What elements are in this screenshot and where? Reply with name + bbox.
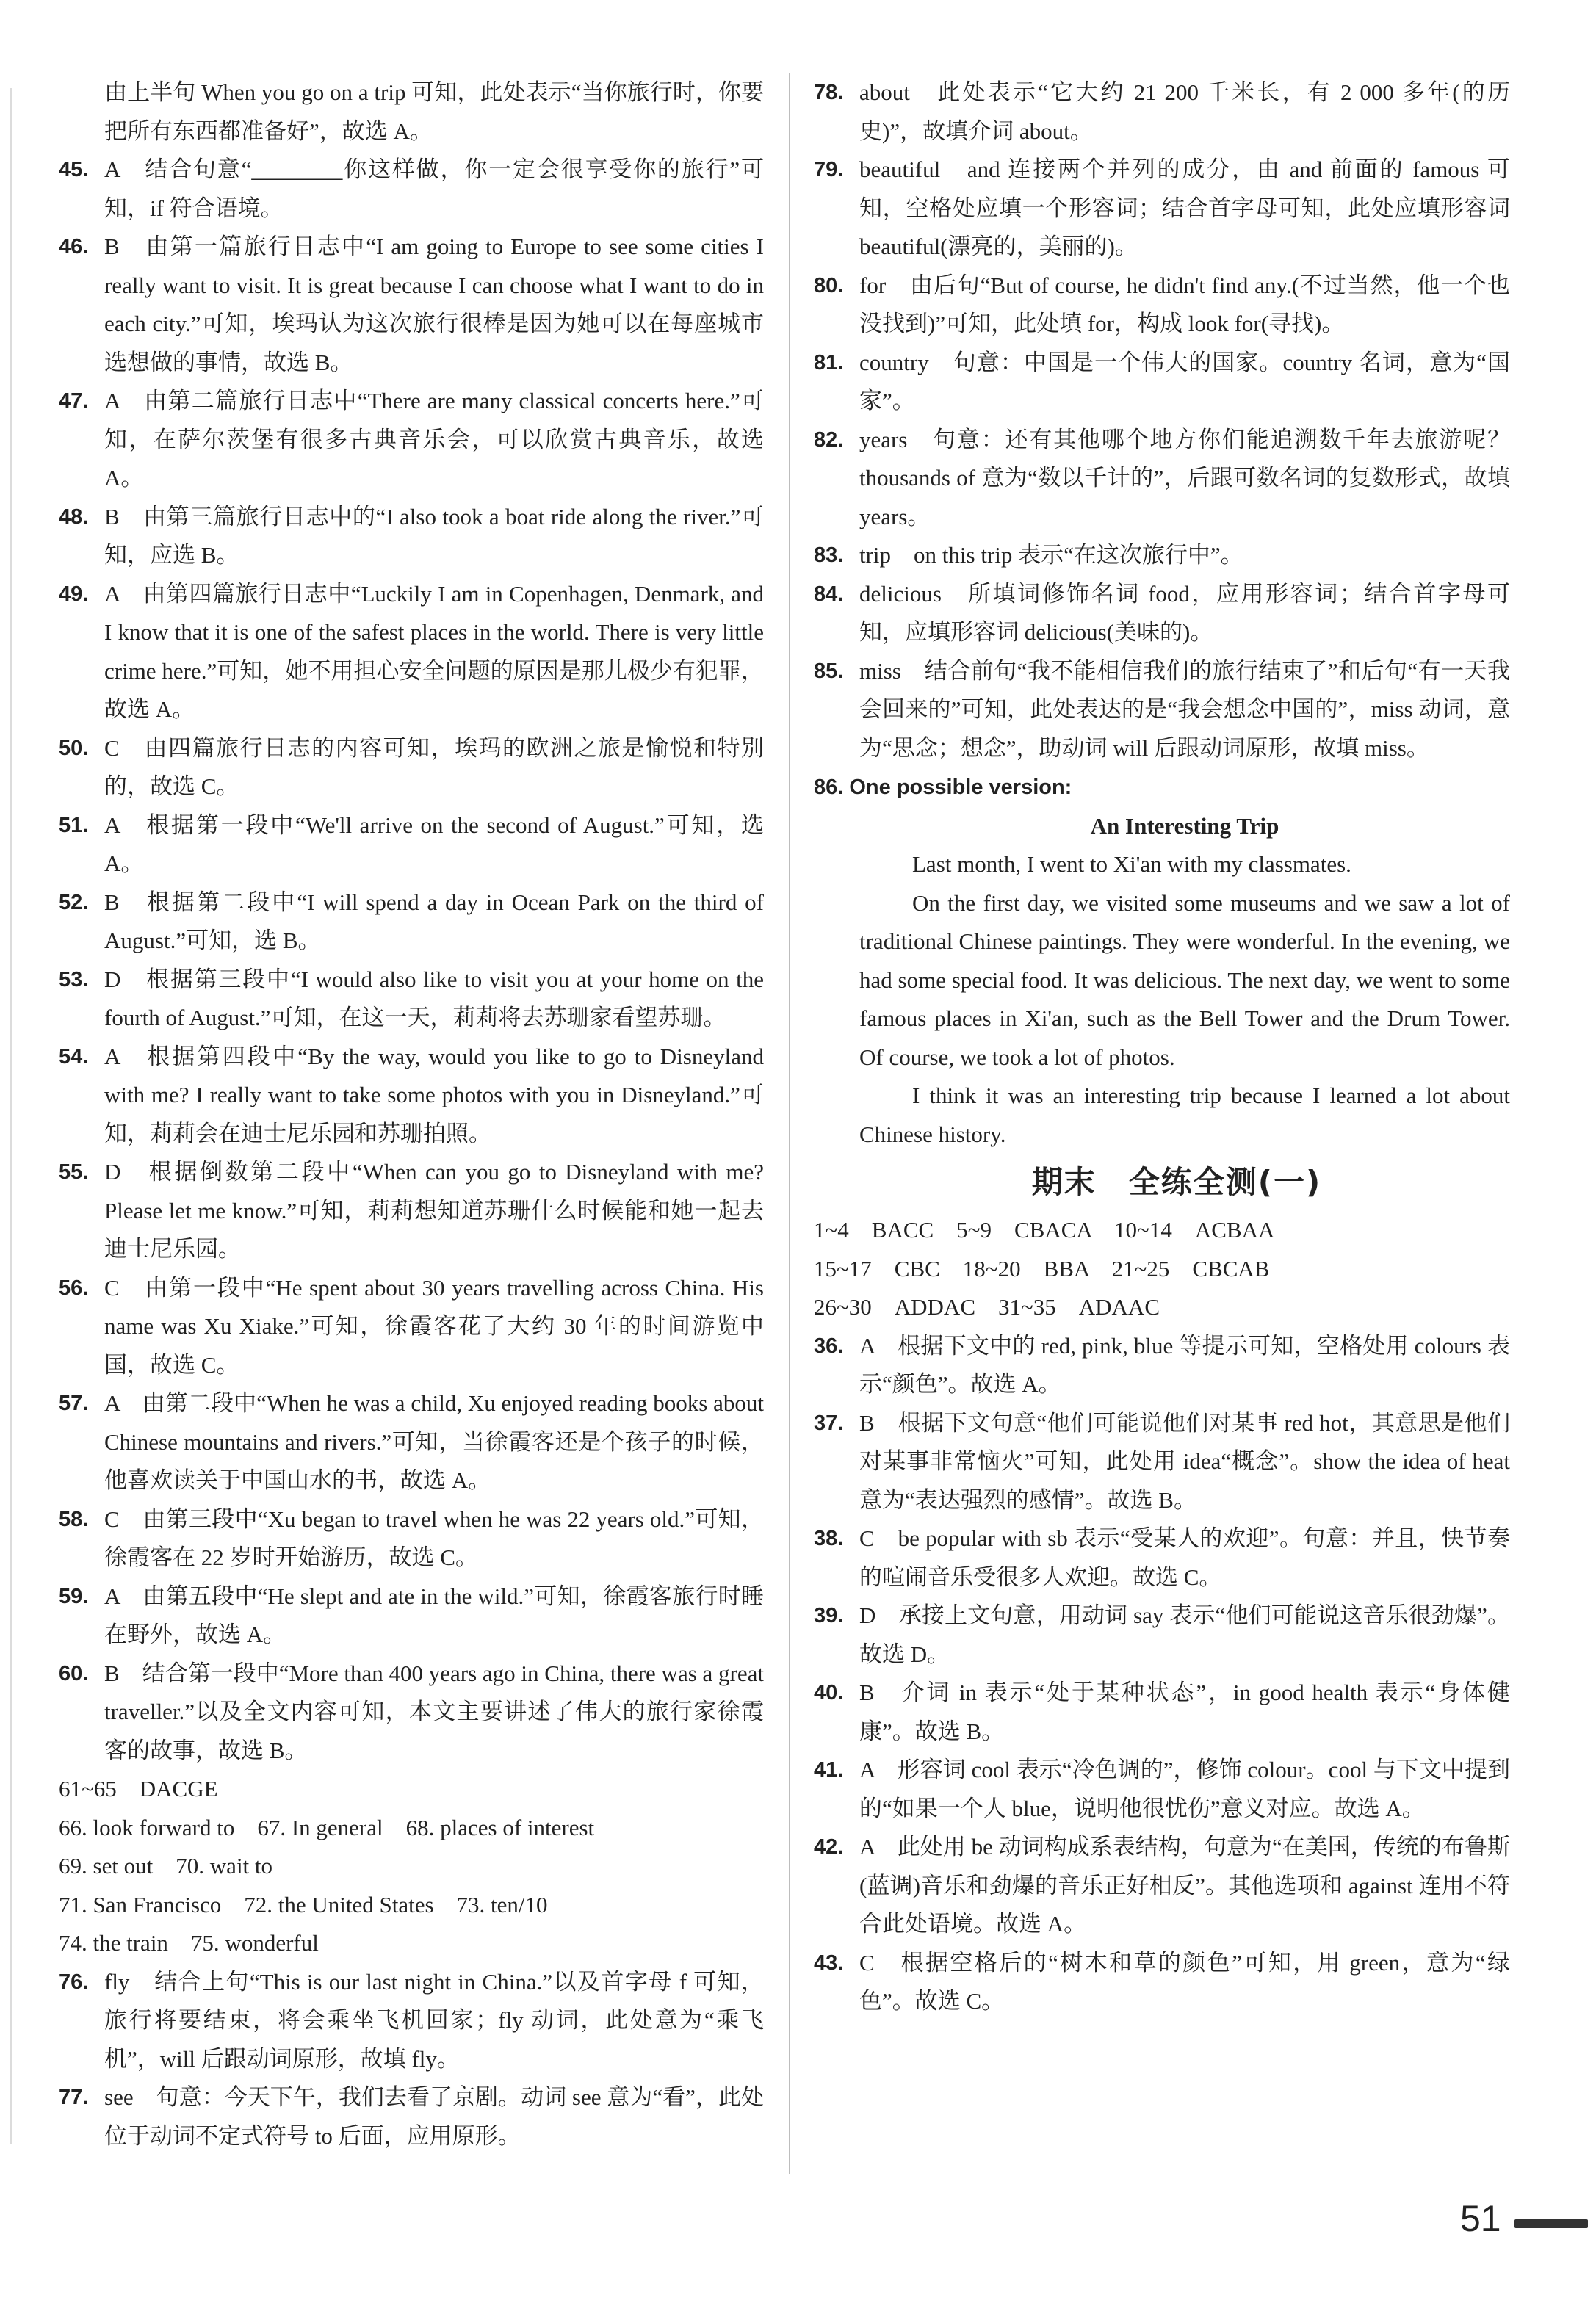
answer-line-66-68: 66. look forward to 67. In general 68. places of interest [59, 1814, 595, 1840]
entry-text: B 根据第二段中“I will spend a day in Ocean Park on the third of August.”可知，选 B。 [104, 889, 764, 953]
entry-text: A 根据下文中的 red, pink, blue 等提示可知，空格处用 colours 表示“颜色”。故选 A。 [859, 1332, 1510, 1397]
entry-text: B 根据下文句意“他们可能说他们对某事 red hot，其意思是他们对某事非常恼火”可知，此处用 idea“概念”。show the idea of heat 意为“表达强烈的感情”。故选 B。 [859, 1409, 1510, 1513]
answer-line-61-65: 61~65 DACGE [59, 1776, 218, 1801]
right-column [814, 73, 1510, 2021]
entry-number: 41. [814, 1758, 844, 1782]
entry-number: 50. [59, 736, 89, 760]
entry-text: A 根据第一段中“We'll arrive on the second of August.”可知，选 A。 [104, 812, 764, 876]
answer-entry-49 [59, 575, 764, 729]
page-number-bar [1514, 2219, 1588, 2228]
entry-text: A 根据第四段中“By the way, would you like to go to Disneyland with me? I really want to take some photos with you in Disneyland.”可知，莉莉会在迪士尼乐园和苏珊拍照。 [104, 1043, 764, 1146]
answer-entry-82 [814, 421, 1510, 537]
answer-entry-84 [814, 575, 1510, 652]
page-number: 51 [1460, 2198, 1501, 2239]
answer-entry-40 [814, 1674, 1510, 1751]
answer-entry-57 [59, 1384, 764, 1500]
answer-entry-53 [59, 961, 764, 1038]
entry-number: 79. [814, 158, 844, 181]
essay-label-text: 86. One possible version: [814, 776, 1072, 799]
entry-text: miss 结合前句“我不能相信我们的旅行结束了”和后句“有一天我会回来的”可知，此处表达的是“我会想念中国的”，miss 动词，意为“思念；想念”，助动词 will 后跟动词原形，故填 miss。 [859, 657, 1510, 761]
entry-text: about 此处表示“它大约 21 200 千米长，有 2 000 多年(的历史)”，故填介词 about。 [859, 79, 1510, 144]
entry-text: for 由后句“But of course, he didn't find any.(不过当然，他一个也没找到)”可知，此处填 for，构成 look for(寻找)。 [859, 272, 1510, 336]
answer-entry-44-continued [59, 73, 764, 151]
answer-entry-39 [814, 1597, 1510, 1674]
answer-key-line: 1~4 BACC 5~9 CBACA 10~14 ACBAA [814, 1217, 1275, 1243]
entry-text: C 由第一段中“He spent about 30 years travelling across China. His name was Xu Xiake.”可知，徐霞客花了大约 30 年的时间游览中国，故选 C。 [104, 1274, 764, 1378]
entry-text: D 承接上文句意，用动词 say 表示“他们可能说这音乐很劲爆”。故选 D。 [859, 1602, 1510, 1667]
answer-entry-77 [59, 2078, 764, 2155]
answer-entry-43 [814, 1944, 1510, 2021]
answer-entry-85 [814, 652, 1510, 768]
answer-line-74-75: 74. the train 75. wonderful [59, 1930, 319, 1956]
section-title: 期末 全练全测(一) [1031, 1164, 1322, 1200]
answer-entry-50 [59, 729, 764, 806]
entry-text: fly 结合上句“This is our last night in China.”以及首字母 f 可知，旅行将要结束，将会乘坐飞机回家；fly 动词，此处意为“乘飞机”，will 后跟动词原形，故填 fly。 [104, 1968, 764, 2072]
entry-text: trip on this trip 表示“在这次旅行中”。 [859, 542, 1243, 568]
entry-text: B 由第三篇旅行日志中的“I also took a boat ride along the river.”可知，应选 B。 [104, 503, 764, 568]
entry-number: 49. [59, 582, 89, 606]
answer-entry-54 [59, 1038, 764, 1154]
entry-number: 80. [814, 273, 844, 297]
answer-entry-79 [814, 151, 1510, 267]
essay-label [814, 767, 1510, 807]
entry-text: country 句意：中国是一个伟大的国家。country 名词，意为“国家”。 [859, 349, 1510, 413]
entry-number: 77. [59, 2086, 89, 2109]
entry-text: A 由第二段中“When he was a child, Xu enjoyed reading books about Chinese mountains and rivers.”可知，当徐霞客还是个孩子的时候，他喜欢读关于中国山水的书，故选 A。 [104, 1390, 764, 1493]
column-divider [789, 73, 790, 2174]
answer-entry-36 [814, 1327, 1510, 1404]
entry-number: 45. [59, 158, 89, 181]
entry-text: A 由第五段中“He slept and ate in the wild.”可知，徐霞客旅行时睡在野外，故选 A。 [104, 1583, 764, 1647]
answer-entry-45 [59, 151, 764, 228]
answer-line-69-70: 69. set out 70. wait to [59, 1853, 273, 1879]
entry-text: years 句意：还有其他哪个地方你们能追溯数千年去旅游呢？ thousands of 意为“数以千计的”，后跟可数名词的复数形式，故填 years。 [859, 426, 1510, 529]
answer-entry-83 [814, 536, 1510, 575]
answer-entry-42 [814, 1828, 1510, 1944]
entry-number: 56. [59, 1276, 89, 1300]
entry-number: 85. [814, 659, 844, 683]
entry-number: 53. [59, 967, 89, 991]
entry-text: A 形容词 cool 表示“冷色调的”，修饰 colour。cool 与下文中提到的“如果一个人 blue，说明他很忧伤”意义对应。故选 A。 [859, 1757, 1510, 1821]
entry-number: 60. [59, 1661, 89, 1685]
answer-entry-51 [59, 806, 764, 883]
answer-line-71-73: 71. San Francisco 72. the United States 73. ten/10 [59, 1891, 548, 1918]
entry-number: 78. [814, 81, 844, 104]
entry-number: 40. [814, 1681, 844, 1705]
entry-number: 46. [59, 235, 89, 259]
entry-number: 76. [59, 1970, 89, 1994]
answer-key-line: 15~17 CBC 18~20 BBA 21~25 CBCAB [814, 1255, 1270, 1282]
entry-text: C 由第三段中“Xu began to travel when he was 22 years old.”可知，徐霞客在 22 岁时开始游历，故选 C。 [104, 1506, 764, 1570]
answer-entry-47 [59, 382, 764, 498]
entry-number: 36. [814, 1334, 844, 1358]
answer-entry-58 [59, 1500, 764, 1577]
entry-number: 37. [814, 1411, 844, 1435]
entry-number: 38. [814, 1527, 844, 1550]
entry-number: 48. [59, 505, 89, 529]
answer-key-line: 26~30 ADDAC 31~35 ADAAC [814, 1294, 1160, 1320]
entry-number: 42. [814, 1835, 844, 1859]
entry-text: A 由第二篇旅行日志中“There are many classical concerts here.”可知，在萨尔茨堡有很多古典音乐会，可以欣赏古典音乐，故选 A。 [104, 388, 764, 491]
page-edge-line [10, 88, 12, 2144]
entry-text: C 根据空格后的“树木和草的颜色”可知，用 green，意为“绿色”。故选 C。 [859, 1949, 1510, 2014]
entry-text: B 介词 in 表示“处于某种状态”，in good health 表示“身体健康”。故选 B。 [859, 1680, 1510, 1744]
essay-title: An Interesting Trip [1090, 812, 1279, 839]
entry-number: 82. [814, 427, 844, 452]
essay-paragraph: On the first day, we visited some museums and we saw a lot of traditional Chinese paintings. They were wonderful. In the evening, we had some special food. It was delicious. The next day, we went to some famous places in Xi'an, such as the Bell Tower and the Drum Tower. Of course, we took a lot of photos. [859, 889, 1510, 1070]
entry-number: 84. [814, 582, 844, 606]
entry-text: D 根据倒数第二段中“When can you go to Disneyland with me? Please let me know.”可知，莉莉想知道苏珊什么时候能和她一起去迪士尼乐园。 [104, 1159, 764, 1262]
entry-text: A 此处用 be 动词构成系表结构，句意为“在美国，传统的布鲁斯(蓝调)音乐和劲爆的音乐正好相反”。其他选项和 against 连用不符合此处语境。故选 A。 [859, 1834, 1510, 1937]
entry-number: 47. [59, 389, 89, 413]
answer-entry-46 [59, 228, 764, 382]
entry-text: C 由四篇旅行日志的内容可知，埃玛的欧洲之旅是愉悦和特别的，故选 C。 [104, 734, 764, 799]
entry-text: see 句意：今天下午，我们去看了京剧。动词 see 意为“看”，此处位于动词不定式符号 to 后面，应用原形。 [104, 2084, 764, 2149]
answer-entry-81 [814, 344, 1510, 421]
entry-text: B 由第一篇旅行日志中“I am going to Europe to see some cities I really want to visit. It is great because I can choose what I want to do in each city.”可知，埃玛认为这次旅行很棒是因为她可以在每座城市选想做的事情，故选 B。 [104, 234, 764, 375]
answer-entry-56 [59, 1269, 764, 1385]
answer-entry-38 [814, 1519, 1510, 1597]
essay-paragraph: I think it was an interesting trip because I learned a lot about Chinese history. [859, 1082, 1510, 1147]
entry-text: 由上半句 When you go on a trip 可知，此处表示“当你旅行时，你要把所有东西都准备好”，故选 A。 [104, 79, 764, 144]
answer-entry-59 [59, 1577, 764, 1655]
answer-entry-55 [59, 1153, 764, 1269]
entry-number: 57. [59, 1392, 89, 1415]
entry-number: 54. [59, 1044, 89, 1069]
answer-entry-76 [59, 1963, 764, 2079]
entry-number: 39. [814, 1604, 844, 1627]
entry-text: C be popular with sb 表示“受某人的欢迎”。句意：并且，快节奏的喧闹音乐受很多人欢迎。故选 C。 [859, 1525, 1510, 1590]
left-column [59, 73, 764, 2155]
entry-number: 43. [814, 1951, 844, 1975]
entry-number: 59. [59, 1584, 89, 1608]
answer-entry-60 [59, 1655, 764, 1771]
entry-number: 81. [814, 350, 844, 375]
answer-entry-37 [814, 1404, 1510, 1520]
entry-text: A 由第四篇旅行日志中“Luckily I am in Copenhagen, Denmark, and I know that it is one of the safest places in the world. There is very little crime here.”可知，她不用担心安全问题的原因是那儿极少有犯罪，故选 A。 [104, 580, 764, 722]
answer-entry-80 [814, 267, 1510, 344]
answer-entry-41 [814, 1751, 1510, 1828]
entry-text: B 结合第一段中“More than 400 years ago in China, there was a great traveller.”以及全文内容可知，本文主要讲述了伟大的旅行家徐霞客的故事，故选 B。 [104, 1660, 764, 1763]
answer-entry-48 [59, 498, 764, 575]
entry-text: delicious 所填词修饰名词 food，应用形容词；结合首字母可知，应填形容词 delicious(美味的)。 [859, 580, 1510, 645]
answer-entry-52 [59, 883, 764, 961]
entry-number: 51. [59, 813, 89, 837]
entry-text: beautiful and 连接两个并列的成分，由 and 前面的 famous 可知，空格处应填一个形容词；结合首字母可知，此处应填形容词 beautiful(漂亮的，美丽的)。 [859, 156, 1510, 259]
entry-number: 83. [814, 543, 844, 567]
entry-text: A 结合句意“________你这样做，你一定会很享受你的旅行”可知，if 符合语境。 [104, 156, 764, 221]
entry-number: 55. [59, 1160, 89, 1184]
entry-number: 58. [59, 1507, 89, 1531]
entry-text: D 根据第三段中“I would also like to visit you at your home on the fourth of August.”可知，在这一天，莉莉将去苏珊家看望苏珊。 [104, 966, 764, 1030]
essay-paragraph: Last month, I went to Xi'an with my classmates. [912, 851, 1351, 877]
answer-entry-78 [814, 73, 1510, 151]
entry-number: 52. [59, 890, 89, 914]
